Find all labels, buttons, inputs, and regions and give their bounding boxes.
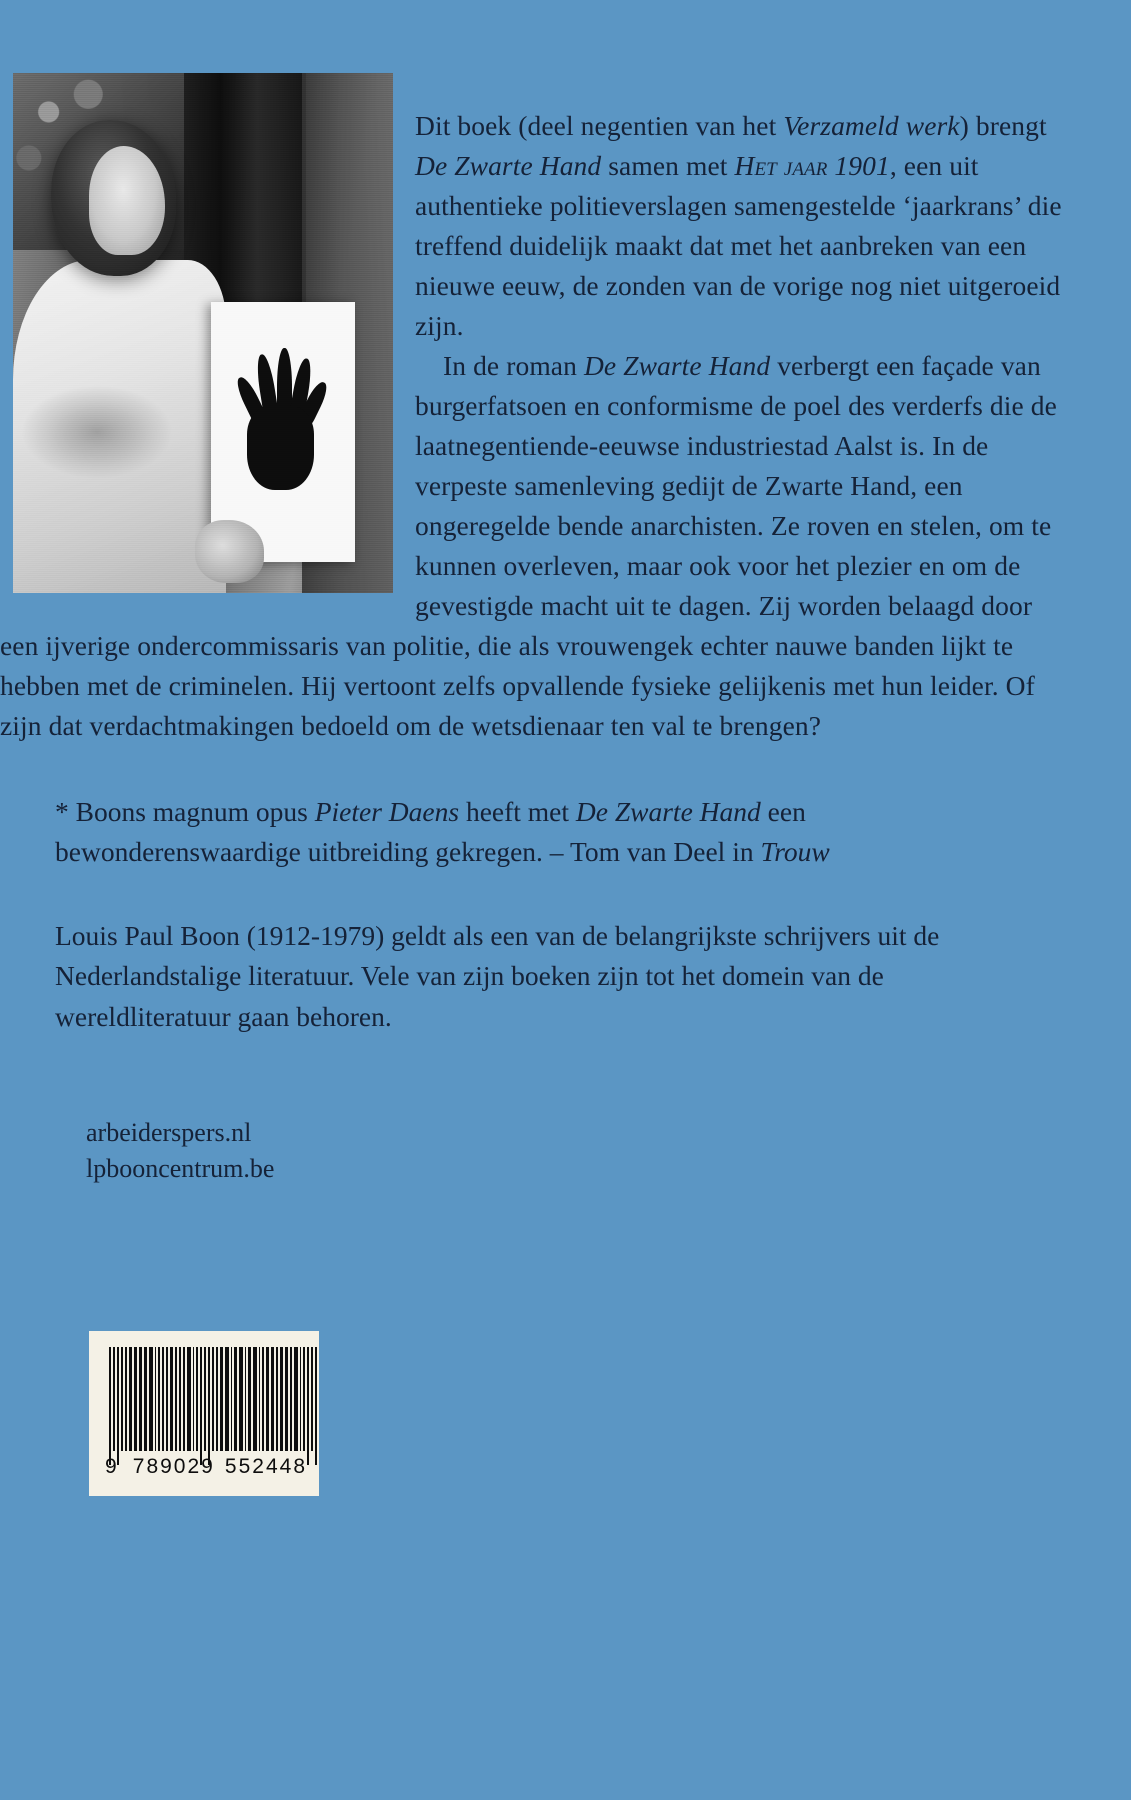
- quote-run-2: heeft met: [459, 796, 576, 827]
- blurb-p1-title-de-zwarte-hand: De Zwarte Hand: [415, 150, 602, 181]
- quote-run-4: een bewonderenswaardige uitbreiding gekregen. – Tom van Deel in: [55, 796, 806, 868]
- blurb-p1-title-verzameld-werk: Verzameld werk: [783, 110, 960, 141]
- quote-title-de-zwarte-hand: De Zwarte Hand: [575, 796, 761, 827]
- blurb-p2-title-de-zwarte-hand: De Zwarte Hand: [583, 350, 771, 381]
- quote-title-pieter-daens: Pieter Daens: [314, 796, 460, 827]
- photo-subject-hand: [195, 520, 263, 582]
- quote-run-0: * Boons magnum opus: [55, 796, 315, 827]
- black-handprint-icon: [234, 338, 332, 499]
- barcode-digit-lead: 9: [105, 1455, 119, 1478]
- blurb-p1-run-6: , een uit authentieke politieverslagen samengestelde ‘jaarkrans’ die treffend duidelijk maakt dat met het aanbreken van een nieuwe eeuw, de zonden van de vorige nog niet uitgeroeid zijn.: [415, 150, 1062, 341]
- blurb-p1-run-2: ) brengt: [959, 110, 1047, 141]
- isbn-barcode: [89, 1331, 319, 1496]
- press-quote: [0, 792, 1131, 872]
- url-arbeiderspers[interactable]: arbeiderspers.nl: [86, 1117, 252, 1147]
- quote-source-trouw: Trouw: [760, 836, 830, 868]
- photo-shoulder-shadow: [21, 385, 173, 479]
- publisher-urls: [0, 1115, 1131, 1187]
- blurb-p1-title-het-jaar-1901: Het jaar 1901: [734, 150, 890, 181]
- barcode-digit-group-1: 789029: [132, 1455, 215, 1478]
- barcode-digits: [105, 1455, 307, 1479]
- blurb-p1-run-0: Dit boek (deel negentien van het: [415, 110, 784, 141]
- blurb-p1-run-4: samen met: [601, 150, 735, 181]
- blurb-p2-run-0: In de roman: [443, 350, 584, 381]
- author-biography: Louis Paul Boon (1912-1979) geldt als een van de belangrijkste schrijvers uit de Nederlandstalige literatuur. Vele van zijn boeken zijn tot het domein van de wereldliteratuur gaan behoren.: [55, 920, 940, 1032]
- author-photograph: [13, 73, 393, 593]
- blurb-p2-run-2: verbergt een façade van burgerfatsoen en conformisme de poel des verderfs die de laatnegentiende-eeuwse industriestad Aalst is. In de verpeste samenleving gedijt de Zwarte Hand, een ongeregelde bende anarchisten. Ze roven en stelen, om te kunnen overleven, maar ook voor het plezier en om de gevestigde macht uit te dagen. Zij worden belaagd door een ijverige ondercommissaris van politie, die als vrouwengek echter nauwe banden lijkt te hebben met de criminelen. Hij vertoont zelfs opvallende fysieke gelijkenis met hun leider. Of zijn dat verdachtmakingen bedoeld om de wetsdienaar ten val te brengen?: [0, 350, 1057, 741]
- barcode-digit-group-2: 552448: [224, 1455, 307, 1478]
- url-lpbooncentrum[interactable]: lpbooncentrum.be: [86, 1153, 275, 1183]
- barcode-bars: [109, 1347, 319, 1451]
